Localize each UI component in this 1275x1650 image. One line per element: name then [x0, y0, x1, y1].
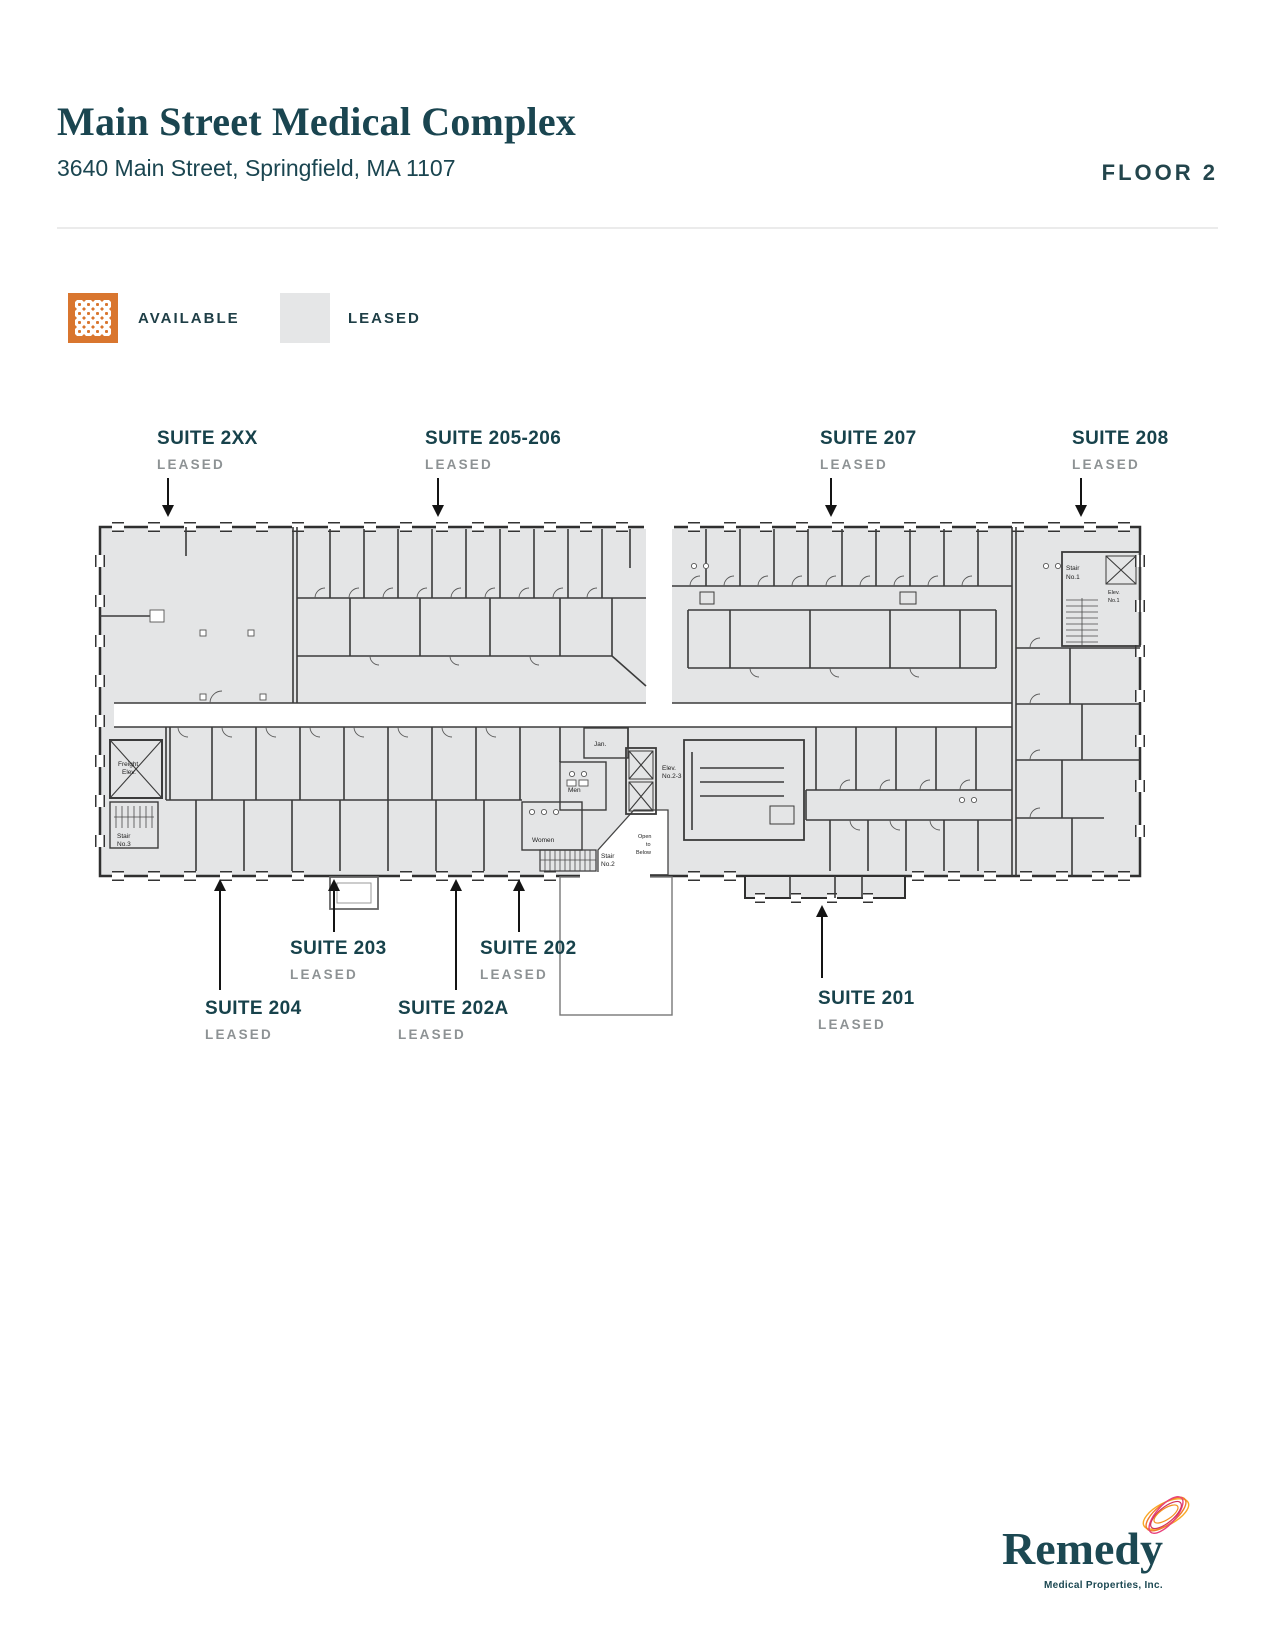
suite-name: SUITE 208: [1072, 428, 1169, 449]
svg-text:No.2: No.2: [601, 861, 615, 868]
svg-text:No.2-3: No.2-3: [662, 773, 682, 780]
womens-label: Women: [532, 837, 555, 844]
leased-label: LEASED: [348, 310, 421, 327]
corridor: [114, 703, 1012, 727]
suite-205-206-arrow-icon: [437, 478, 439, 506]
suite-status: LEASED: [157, 457, 225, 472]
lower-atrium-outline: [560, 877, 672, 1015]
suite-label-2xx: [157, 428, 258, 472]
suite-label-208: [1072, 428, 1169, 472]
svg-text:No.1: No.1: [1108, 598, 1120, 604]
suite-201-arrow-icon: [821, 916, 823, 978]
suite-status: LEASED: [398, 1027, 466, 1042]
suite-name: SUITE 205-206: [425, 428, 562, 449]
header-divider: [57, 227, 1218, 229]
suite-name: SUITE 2XX: [157, 428, 258, 449]
vestibule-inner: [337, 883, 371, 903]
suite-status: LEASED: [480, 967, 548, 982]
mid-corridor: [646, 524, 672, 705]
brand-wordmark: Remedy: [1002, 1523, 1163, 1574]
atrium-opening: [580, 872, 650, 878]
svg-text:Below: Below: [636, 850, 651, 856]
leased-swatch-icon: [280, 293, 330, 343]
suite-name: SUITE 202: [480, 938, 577, 959]
suite-status: LEASED: [290, 967, 358, 982]
elevator-2-3-label: Elev.: [662, 765, 676, 772]
suite-name: SUITE 201: [818, 988, 915, 1009]
suite-status: LEASED: [1072, 457, 1140, 472]
mens-label: Men: [568, 787, 581, 794]
suite-status: LEASED: [425, 457, 493, 472]
suite-label-205-206: [425, 428, 561, 472]
suite-207-arrow-icon: [830, 478, 832, 506]
property-address: 3640 Main Street, Springfield, MA 1107: [57, 155, 456, 181]
suite-label-202a: [398, 998, 509, 1042]
suite-status: LEASED: [818, 1017, 886, 1032]
floor-label: FLOOR 2: [1101, 160, 1218, 185]
suite-label-207: [820, 428, 917, 472]
stair-3-label: Stair: [117, 833, 131, 840]
svg-text:Elev.: Elev.: [122, 769, 136, 776]
brand-tagline: Medical Properties, Inc.: [1044, 1580, 1163, 1591]
suite-name: SUITE 202A: [398, 998, 509, 1019]
suite-204-arrow-icon: [219, 890, 221, 990]
suite-name: SUITE 203: [290, 938, 387, 959]
suite-203-arrow-icon: [333, 890, 335, 932]
stair-2-label: Stair: [601, 853, 615, 860]
elevator-1-label: Elev.: [1108, 590, 1120, 596]
available-swatch-icon: [68, 293, 118, 343]
available-label: AVAILABLE: [138, 310, 240, 327]
suite-status: LEASED: [205, 1027, 273, 1042]
suite-name: SUITE 207: [820, 428, 917, 449]
suite-status: LEASED: [820, 457, 888, 472]
suite-2xx-arrow-icon: [167, 478, 169, 506]
suite-label-203: [290, 938, 387, 982]
suite-201-protrusion: [745, 876, 905, 898]
svg-text:to: to: [646, 842, 651, 848]
floor-plan: [95, 515, 1155, 1060]
suite-208-arrow-icon: [1080, 478, 1082, 506]
suite-label-201: [818, 988, 915, 1032]
stair-1-label: Stair: [1066, 565, 1080, 572]
suite-202a-arrow-icon: [455, 890, 457, 990]
janitor-label: Jan.: [594, 741, 607, 748]
open-to-below-label: Open: [638, 834, 652, 840]
svg-text:No.1: No.1: [1066, 574, 1080, 581]
suite-label-202: [480, 938, 577, 982]
svg-text:No.3: No.3: [117, 841, 131, 848]
suite-label-204: [205, 998, 302, 1042]
suite-name: SUITE 204: [205, 998, 302, 1019]
building-outline: [100, 527, 1140, 876]
page-title: Main Street Medical Complex: [57, 99, 576, 144]
freight-elev-label: Freight: [118, 761, 139, 768]
top-notch: [644, 520, 674, 529]
suite-202-arrow-icon: [518, 890, 520, 932]
